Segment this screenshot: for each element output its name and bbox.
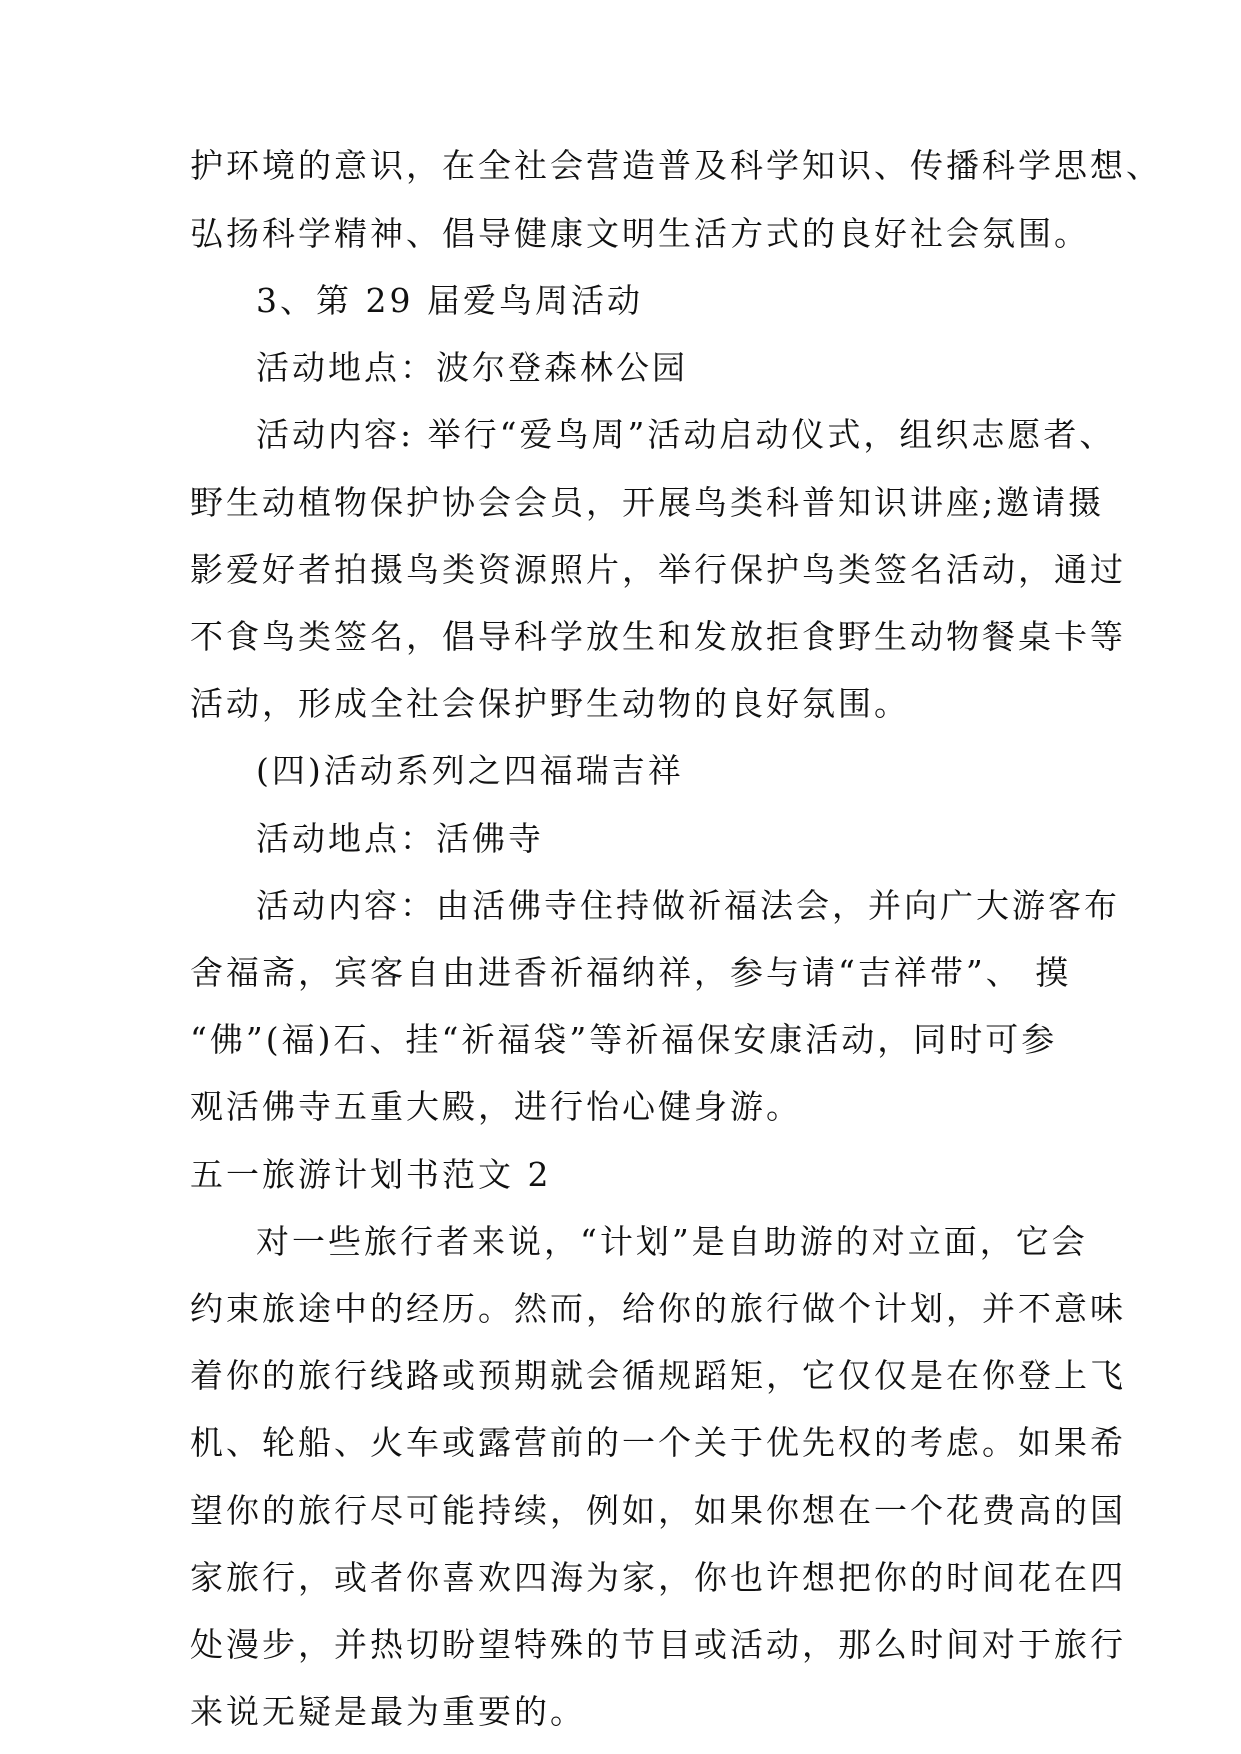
section-heading: 3、第 29 届爱鸟周活动 [256, 281, 643, 320]
text-line: 活动，形成全社会保护野生动物的良好氛围。 [190, 684, 910, 723]
text-line: 舍福斋，宾客自由进香祈福纳祥，参与请“吉祥带”、 摸 [190, 953, 1072, 992]
text-line: 不食鸟类签名，倡导科学放生和发放拒食野生动物餐桌卡等 [190, 617, 1126, 656]
text-line: 约束旅途中的经历。然而，给你的旅行做个计划，并不意味 [190, 1289, 1126, 1328]
article-title: 五一旅游计划书范文 2 [190, 1155, 552, 1194]
text-line: 活动内容: 举行“爱鸟周”活动启动仪式，组织志愿者、 [256, 415, 1116, 454]
text-line: 机、轮船、火车或露营前的一个关于优先权的考虑。如果希 [190, 1423, 1126, 1462]
text-line: 来说无疑是最为重要的。 [190, 1692, 586, 1731]
text-line: 望你的旅行尽可能持续，例如，如果你想在一个花费高的国 [190, 1491, 1126, 1530]
section-heading: (四)活动系列之四福瑞吉祥 [256, 751, 684, 790]
text-line: 家旅行，或者你喜欢四海为家，你也许想把你的时间花在四 [190, 1558, 1126, 1597]
text-line: 着你的旅行线路或预期就会循规蹈矩，它仅仅是在你登上飞 [190, 1356, 1126, 1395]
text-line: 活动地点：波尔登森林公园 [256, 348, 688, 387]
text-line: 弘扬科学精神、倡导健康文明生活方式的良好社会氛围。 [190, 214, 1090, 253]
text-line: 观活佛寺五重大殿，进行怡心健身游。 [190, 1087, 802, 1126]
text-line: 对一些旅行者来说，“计划”是自助游的对立面，它会 [256, 1222, 1088, 1261]
text-line: “佛”(福)石、挂“祈福袋”等祈福保安康活动，同时可参 [190, 1020, 1058, 1059]
text-line: 处漫步，并热切盼望特殊的节目或活动，那么时间对于旅行 [190, 1625, 1126, 1664]
text-line: 活动内容：由活佛寺住持做祈福法会，并向广大游客布 [256, 886, 1120, 925]
text-line: 活动地点：活佛寺 [256, 819, 544, 858]
text-line: 影爱好者拍摄鸟类资源照片，举行保护鸟类签名活动，通过 [190, 550, 1126, 589]
text-line: 护环境的意识，在全社会营造普及科学知识、传播科学思想、 [190, 146, 1162, 185]
text-line: 野生动植物保护协会会员，开展鸟类科普知识讲座;邀请摄 [190, 483, 1105, 522]
